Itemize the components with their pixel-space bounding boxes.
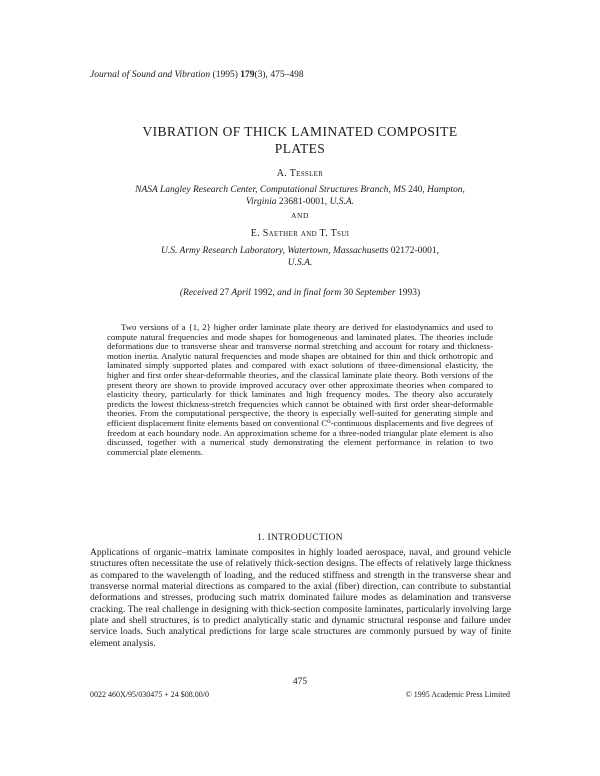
title-line-1: VIBRATION OF THICK LAMINATED COMPOSITE	[142, 124, 458, 139]
received-month-2: September	[355, 288, 396, 298]
affiliation-2-line-1: U.S. Army Research Laboratory, Watertown, Massachusetts	[160, 246, 389, 256]
received-year-1: 1992,	[253, 288, 275, 298]
received-mid: and in final form	[277, 288, 342, 298]
affiliation-1-city: Hampton,	[427, 185, 465, 195]
author-2-names: E. Saether and T. Tsui	[250, 228, 350, 239]
affiliation-2-zip: 02172-0001,	[390, 246, 440, 256]
journal-citation	[90, 69, 510, 81]
received-prefix: (Received	[179, 288, 218, 298]
abstract: Two versions of a {1, 2} higher order laminate plate theory are derived for elastodynamics and used to compute natural frequencies and mode shapes for homogeneous and laminated plates. The theories include deformations due to transverse shear and transverse normal stretching and account for rotary and thickness-motion inertia. Analytic natural frequencies and mode shapes are obtained for thin and thick orthotropic and laminated simply supported plates and compared with exact solutions of three-dimensional elasticity, the higher and first order shear-deformable theories, and the classical laminate plate theory. Both versions of the present theory are shown to provide improved accuracy over other approximate theories when compared to elasticity theory, particularly for thick laminates and high frequency modes. The theory also accurately predicts the lowest thickness-stretch frequencies which cannot be obtained with first order shear-deformable theories. From the computational perspective, the theory is especially well-suited for generating simple and efficient displacement finite elements based on conventional C⁰-continuous displacements and five degrees of freedom at each boundary node. An approximation scheme for a three-noded triangular plate element is also discussed, together with a numerical study demonstrating the element performance in relation to two commercial plate elements.	[107, 322, 493, 457]
author-2-affiliation	[80, 245, 520, 269]
author-1-affiliation	[80, 184, 520, 208]
received-dates	[80, 287, 520, 299]
and-separator: AND	[290, 211, 310, 220]
journal-pages: 475–498	[270, 70, 304, 80]
journal-volume: 179	[240, 70, 255, 80]
footer-issn-price: 0022 460X/95/030475 + 24 $08.00/0	[90, 690, 209, 699]
received-day-1: 27	[219, 288, 230, 298]
paper-title	[80, 123, 520, 157]
journal-name: Journal of Sound and Vibration	[90, 70, 211, 80]
received-month-1: April	[231, 288, 251, 298]
affiliation-1-zip: 23681-0001,	[278, 197, 328, 208]
received-day-2: 30	[343, 288, 354, 298]
affiliation-1-ms-number: 240,	[408, 185, 425, 195]
journal-issue: (3),	[254, 70, 268, 80]
author-1-name: A. Tessler	[276, 168, 324, 179]
page-number: 475	[292, 677, 308, 687]
section-heading-introduction: 1. INTRODUCTION	[257, 533, 343, 543]
title-line-2: PLATES	[274, 141, 326, 156]
affiliation-2-country: U.S.A.	[287, 258, 313, 269]
journal-year: (1995)	[212, 70, 238, 80]
footer-copyright: © 1995 Academic Press Limited	[405, 690, 510, 699]
affiliation-1-country: U.S.A.	[329, 197, 355, 208]
received-year-2: 1993)	[397, 288, 421, 298]
affiliation-1-line-1: NASA Langley Research Center, Computational Structures Branch, MS	[135, 185, 406, 195]
introduction-paragraph: Applications of organic–matrix laminate composites in highly loaded aerospace, naval, and ground vehicle structures often necessitate the use of relatively thick-section designs. The effects of relatively large thickness as compared to the wavelength of loading, and the reduced stiffness and strength in the transverse shear and transverse normal material directions as compared to the axial (fiber) direction, can contribute to substantial deformations and stresses, producing such matrix dominated failure modes as delamination and transverse cracking. The real challenge in designing with thick-section composite laminates, particularly involving large plate and shell structures, is to predict analytically static and dynamic structural response and failure under service loads. Such analytical predictions for large scale structures are commonly pursued by way of finite element analysis.	[90, 547, 511, 649]
affiliation-1-state: Virginia	[245, 197, 277, 208]
